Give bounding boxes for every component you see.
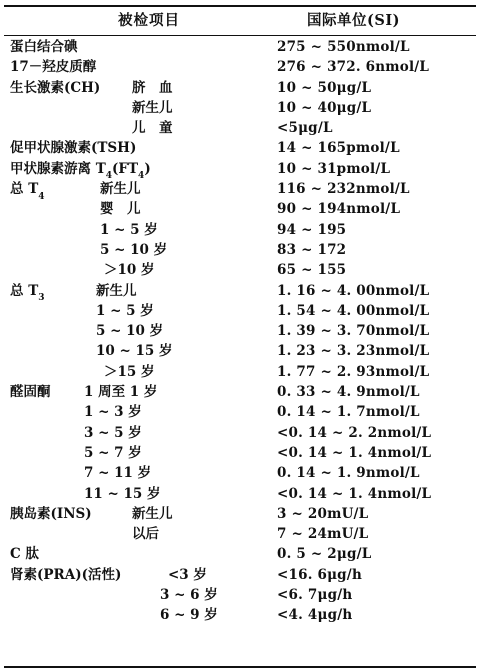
row-value: 0. 5 ~ 2μg/L [277, 546, 372, 563]
row-value: <6. 7μg/h [277, 587, 353, 604]
row-value: 0. 33 ~ 4. 9nmol/L [277, 384, 420, 401]
row-value: <0. 14 ~ 1. 4nmol/L [277, 444, 432, 461]
table-row [0, 524, 480, 544]
table-row [0, 220, 480, 240]
row-value: 0. 14 ~ 1. 7nmol/L [277, 404, 420, 421]
row-label [10, 159, 151, 182]
table-row [0, 504, 480, 524]
row-label-text: 总 T [10, 181, 39, 198]
table-row [0, 362, 480, 382]
table-row [0, 301, 480, 321]
row-subgroup: 儿 童 [132, 120, 173, 137]
table-row [0, 544, 480, 564]
table-row [0, 240, 480, 260]
row-subgroup: 5 ~ 10 岁 [100, 241, 168, 258]
row-subgroup: 3 ~ 5 岁 [84, 424, 142, 441]
row-label-text: 总 T [10, 282, 39, 299]
row-value: 276 ~ 372. 6nmol/L [277, 59, 430, 76]
row-value: 83 ~ 172 [277, 241, 347, 258]
row-value: 10 ~ 40μg/L [277, 99, 372, 116]
row-subgroup: ＞15 岁 [104, 363, 155, 380]
row-subgroup: 5 ~ 7 岁 [84, 444, 142, 461]
row-value: <16. 6μg/h [277, 566, 362, 583]
row-label [10, 78, 100, 98]
row-label [10, 281, 45, 304]
row-label [10, 179, 45, 202]
row-label-part: ) [144, 160, 151, 177]
row-subgroup: 5 ~ 10 岁 [96, 323, 164, 340]
table-row [0, 138, 480, 158]
row-label-part: (FT [112, 160, 139, 177]
row-value: <4. 4μg/h [277, 607, 353, 624]
row-label-part: 4 [105, 171, 113, 182]
row-label [10, 504, 92, 524]
row-value: 1. 39 ~ 3. 70nmol/L [277, 323, 430, 340]
row-label-text: 蛋白结合碘 [10, 39, 78, 55]
table-row [0, 78, 480, 98]
row-label-part: 4 [38, 191, 45, 202]
row-subgroup: <3 岁 [168, 566, 207, 583]
row-subgroup: 6 ~ 9 岁 [160, 607, 218, 624]
row-value: <5μg/L [277, 120, 333, 137]
row-value: 10 ~ 31pmol/L [277, 160, 391, 177]
table-row [0, 281, 480, 304]
table-row [0, 159, 480, 182]
table-row [0, 98, 480, 118]
header-item: 被检项目 [118, 12, 180, 29]
table-row [0, 484, 480, 504]
row-subgroup: 1 ~ 5 岁 [100, 221, 158, 238]
table-row [0, 199, 480, 219]
row-label-text: 17－羟皮质醇 [10, 59, 97, 76]
row-value: 14 ~ 165pmol/L [277, 140, 400, 157]
table-row [0, 321, 480, 341]
row-label-text: 甲状腺素游离 T [10, 160, 106, 177]
header-si-unit: 国际单位(SI) [307, 12, 400, 29]
row-value: 3 ~ 20mU/L [277, 505, 369, 522]
row-subgroup: 新生儿 [96, 282, 137, 299]
row-label-part: 3 [38, 293, 45, 304]
row-label-text: C 肽 [10, 546, 39, 563]
table-row [0, 443, 480, 463]
table-row [0, 585, 480, 605]
table-row [0, 37, 480, 57]
row-subgroup: 脐 血 [132, 79, 173, 96]
table-row [0, 341, 480, 361]
table-row [0, 565, 480, 585]
table-row [0, 423, 480, 443]
row-label [10, 138, 136, 158]
table-row [0, 402, 480, 422]
table-row [0, 463, 480, 483]
row-subgroup: 1 周至 1 岁 [84, 384, 158, 401]
row-label [10, 544, 39, 564]
row-value: 94 ~ 195 [277, 221, 347, 238]
row-value: 65 ~ 155 [277, 262, 347, 279]
row-value: 1. 16 ~ 4. 00nmol/L [277, 282, 430, 299]
row-label [10, 565, 121, 585]
row-subgroup: 婴 儿 [100, 201, 141, 218]
row-subgroup: 新生儿 [132, 505, 173, 522]
table-top-rule [4, 5, 476, 7]
row-subgroup: 新生儿 [132, 99, 173, 116]
table-row [0, 179, 480, 202]
row-label-text: 肾素(PRA)(活性) [10, 566, 122, 583]
row-value: 116 ~ 232nmol/L [277, 181, 410, 198]
table-row [0, 118, 480, 138]
table-header-rule [4, 35, 476, 36]
row-subgroup: 1 ~ 3 岁 [84, 404, 142, 421]
row-value: 275 ~ 550nmol/L [277, 39, 410, 55]
row-label [10, 382, 51, 402]
row-value: 0. 14 ~ 1. 9nmol/L [277, 465, 420, 482]
row-label-text: 醛固酮 [10, 384, 51, 401]
row-value: 1. 54 ~ 4. 00nmol/L [277, 302, 430, 319]
row-subgroup: 11 ~ 15 岁 [84, 485, 161, 502]
row-value: 1. 77 ~ 2. 93nmol/L [277, 363, 430, 380]
row-value: 1. 23 ~ 3. 23nmol/L [277, 343, 430, 360]
table-bottom-rule [4, 666, 476, 668]
row-value: <0. 14 ~ 2. 2nmol/L [277, 424, 432, 441]
table-row [0, 605, 480, 625]
row-label-part: 4 [138, 171, 145, 182]
row-label-text: 促甲状腺激素(TSH) [10, 140, 137, 157]
row-subgroup: 3 ~ 6 岁 [160, 587, 218, 604]
row-subgroup: 新生儿 [100, 181, 141, 198]
row-subgroup: 以后 [132, 526, 159, 543]
row-label [10, 57, 96, 77]
row-subgroup: 7 ~ 11 岁 [84, 465, 152, 482]
table-row [0, 57, 480, 77]
row-label-text: 胰岛素(INS) [10, 505, 92, 522]
row-subgroup: ＞10 岁 [104, 262, 155, 279]
row-value: <0. 14 ~ 1. 4nmol/L [277, 485, 432, 502]
row-subgroup: 10 ~ 15 岁 [96, 343, 173, 360]
row-label [10, 37, 78, 57]
row-subgroup: 1 ~ 5 岁 [96, 302, 154, 319]
row-value: 7 ~ 24mU/L [277, 526, 369, 543]
table-row [0, 260, 480, 280]
row-label-text: 生长激素(CH) [10, 79, 101, 96]
row-value: 10 ~ 50μg/L [277, 79, 372, 96]
table-body [0, 37, 480, 626]
table-row [0, 382, 480, 402]
row-value: 90 ~ 194nmol/L [277, 201, 401, 218]
